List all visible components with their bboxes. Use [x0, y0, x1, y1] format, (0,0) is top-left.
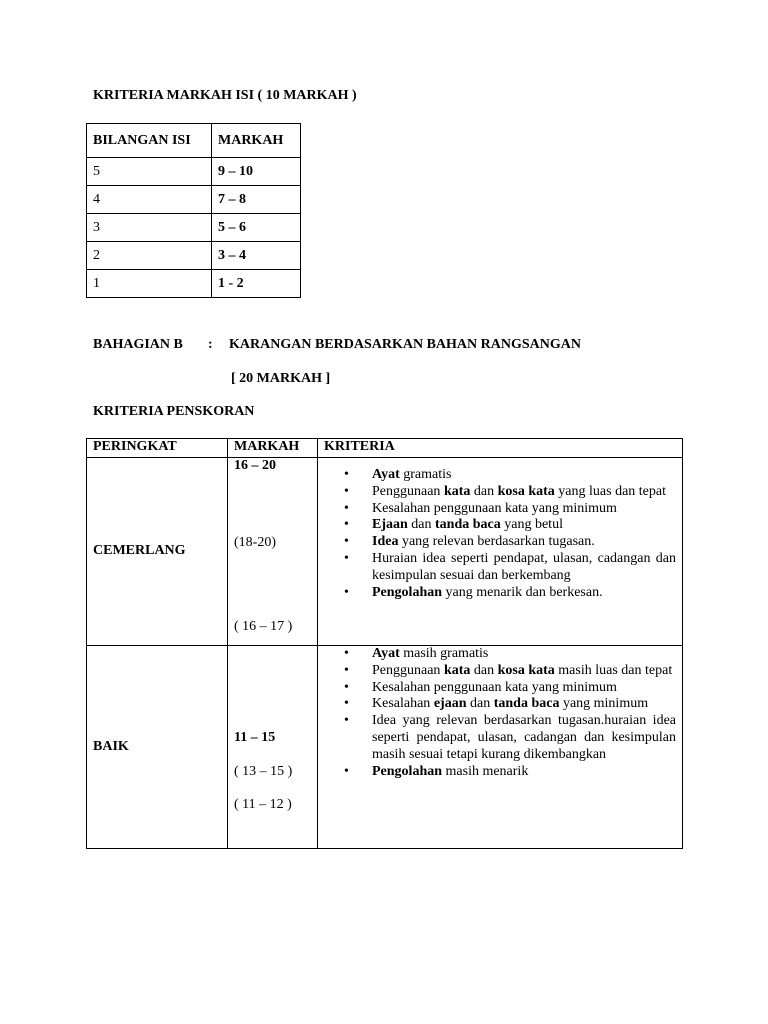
- bilangan-cell: 4: [87, 186, 212, 214]
- table-row: [87, 158, 301, 186]
- mark-subrange: ( 13 – 15 ): [234, 764, 293, 779]
- header-kriteria: KRITERIA: [318, 439, 683, 458]
- level-cell: [87, 646, 228, 849]
- mark-subrange: ( 16 – 17 ): [234, 619, 293, 634]
- mark-cell: [228, 458, 318, 646]
- criteria-item: [372, 696, 676, 713]
- criteria-keyword: kata: [443, 483, 471, 499]
- table-row: [87, 458, 683, 646]
- section2-label: BAHAGIAN B: [93, 337, 183, 352]
- criteria-list: [324, 646, 676, 780]
- criteria-keyword: tanda baca: [435, 517, 501, 533]
- table-row: [87, 270, 301, 298]
- bilangan-cell: 2: [87, 242, 212, 270]
- criteria-text: Kesalahan penggunaan kata yang minimum: [372, 500, 617, 516]
- criteria-keyword: kata: [443, 662, 471, 678]
- criteria-text: yang betul: [500, 517, 563, 533]
- criteria-item: [372, 646, 676, 663]
- criteria-text: dan: [466, 696, 494, 712]
- header-peringkat: PERINGKAT: [87, 439, 228, 458]
- criteria-keyword: Ayat: [372, 646, 400, 661]
- bilangan-cell: 3: [87, 214, 212, 242]
- criteria-keyword: Idea: [372, 534, 399, 550]
- header-bilangan-isi: BILANGAN ISI: [87, 124, 212, 158]
- criteria-item: [372, 517, 676, 534]
- criteria-text: yang relevan berdasarkan tugasan.: [398, 534, 595, 550]
- criteria-text: masih menarik: [442, 763, 529, 779]
- criteria-text: yang minimum: [559, 696, 649, 712]
- level-cell: [87, 458, 228, 646]
- table-row: [87, 214, 301, 242]
- header-markah: MARKAH: [212, 124, 301, 158]
- criteria-keyword: Pengolahan: [372, 584, 443, 600]
- criteria-keyword: kosa kata: [497, 662, 555, 678]
- scoring-criteria-table: [86, 438, 683, 849]
- criteria-keyword: tanda baca: [493, 696, 560, 712]
- criteria-text: dan: [470, 662, 498, 678]
- mark-subrange: (18-20): [234, 535, 276, 550]
- criteria-list: [324, 467, 676, 601]
- mark-range: 11 – 15: [234, 730, 276, 745]
- criteria-text: Kesalahan: [372, 696, 434, 712]
- criteria-text: Idea yang relevan berdasarkan tugasan.huraian idea seperti pendapat, ulasan, cadangan dan kesimpulan masih sesuai tetapi kurang dikembangkan: [372, 713, 676, 762]
- criteria-text: Penggunaan: [372, 483, 444, 499]
- table-header-row: [87, 124, 301, 158]
- criteria-text: yang menarik dan berkesan.: [442, 584, 603, 600]
- mark-subrange: ( 11 – 12 ): [234, 797, 292, 812]
- criteria-text: masih gramatis: [399, 646, 489, 661]
- criteria-item: [372, 501, 676, 518]
- criteria-text: gramatis: [399, 467, 452, 482]
- criteria-item: [372, 484, 676, 501]
- table-row: [87, 186, 301, 214]
- content-marks-table: [86, 123, 301, 298]
- bilangan-cell: 5: [87, 158, 212, 186]
- section2-colon: :: [208, 337, 213, 352]
- markah-cell: 3 – 4: [212, 242, 301, 270]
- table-row: [87, 242, 301, 270]
- criteria-text: yang luas dan tepat: [554, 483, 666, 499]
- criteria-item: [372, 680, 676, 697]
- criteria-text: Huraian idea seperti pendapat, ulasan, cadangan dan kesimpulan sesuai dan berkembang: [372, 550, 676, 583]
- criteria-text: Penggunaan: [372, 662, 444, 678]
- table-row: [87, 646, 683, 849]
- markah-cell: 7 – 8: [212, 186, 301, 214]
- criteria-text: dan: [407, 517, 436, 533]
- criteria-item: [372, 713, 676, 763]
- markah-cell: 1 - 2: [212, 270, 301, 298]
- bilangan-cell: 1: [87, 270, 212, 298]
- criteria-item: [372, 551, 676, 585]
- mark-cell: [228, 646, 318, 849]
- section1-title: KRITERIA MARKAH ISI ( 10 MARKAH ): [93, 88, 357, 103]
- criteria-keyword: Ayat: [372, 467, 400, 482]
- markah-cell: 5 – 6: [212, 214, 301, 242]
- criteria-text: dan: [470, 483, 498, 499]
- criteria-title: KRITERIA PENSKORAN: [93, 404, 255, 419]
- criteria-keyword: Pengolahan: [372, 763, 443, 779]
- criteria-keyword: Ejaan: [372, 517, 408, 533]
- criteria-item: [372, 663, 676, 680]
- criteria-item: [372, 467, 676, 484]
- criteria-cell: [318, 458, 683, 646]
- table-header-row: [87, 439, 683, 458]
- criteria-cell: [318, 646, 683, 849]
- level-baik: BAIK: [93, 738, 129, 754]
- criteria-text: masih luas dan tepat: [554, 662, 673, 678]
- criteria-text: Kesalahan penggunaan kata yang minimum: [372, 679, 617, 695]
- markah-cell: 9 – 10: [212, 158, 301, 186]
- criteria-keyword: ejaan: [433, 696, 467, 712]
- section2-marks: [ 20 MARKAH ]: [231, 371, 331, 386]
- section2-title: KARANGAN BERDASARKAN BAHAN RANGSANGAN: [229, 337, 581, 352]
- criteria-keyword: kosa kata: [497, 483, 555, 499]
- level-cemerlang: CEMERLANG: [93, 543, 186, 559]
- criteria-item: [372, 764, 676, 781]
- criteria-item: [372, 585, 676, 602]
- criteria-item: [372, 534, 676, 551]
- header-markah: MARKAH: [228, 439, 318, 458]
- mark-range: 16 – 20: [234, 458, 276, 473]
